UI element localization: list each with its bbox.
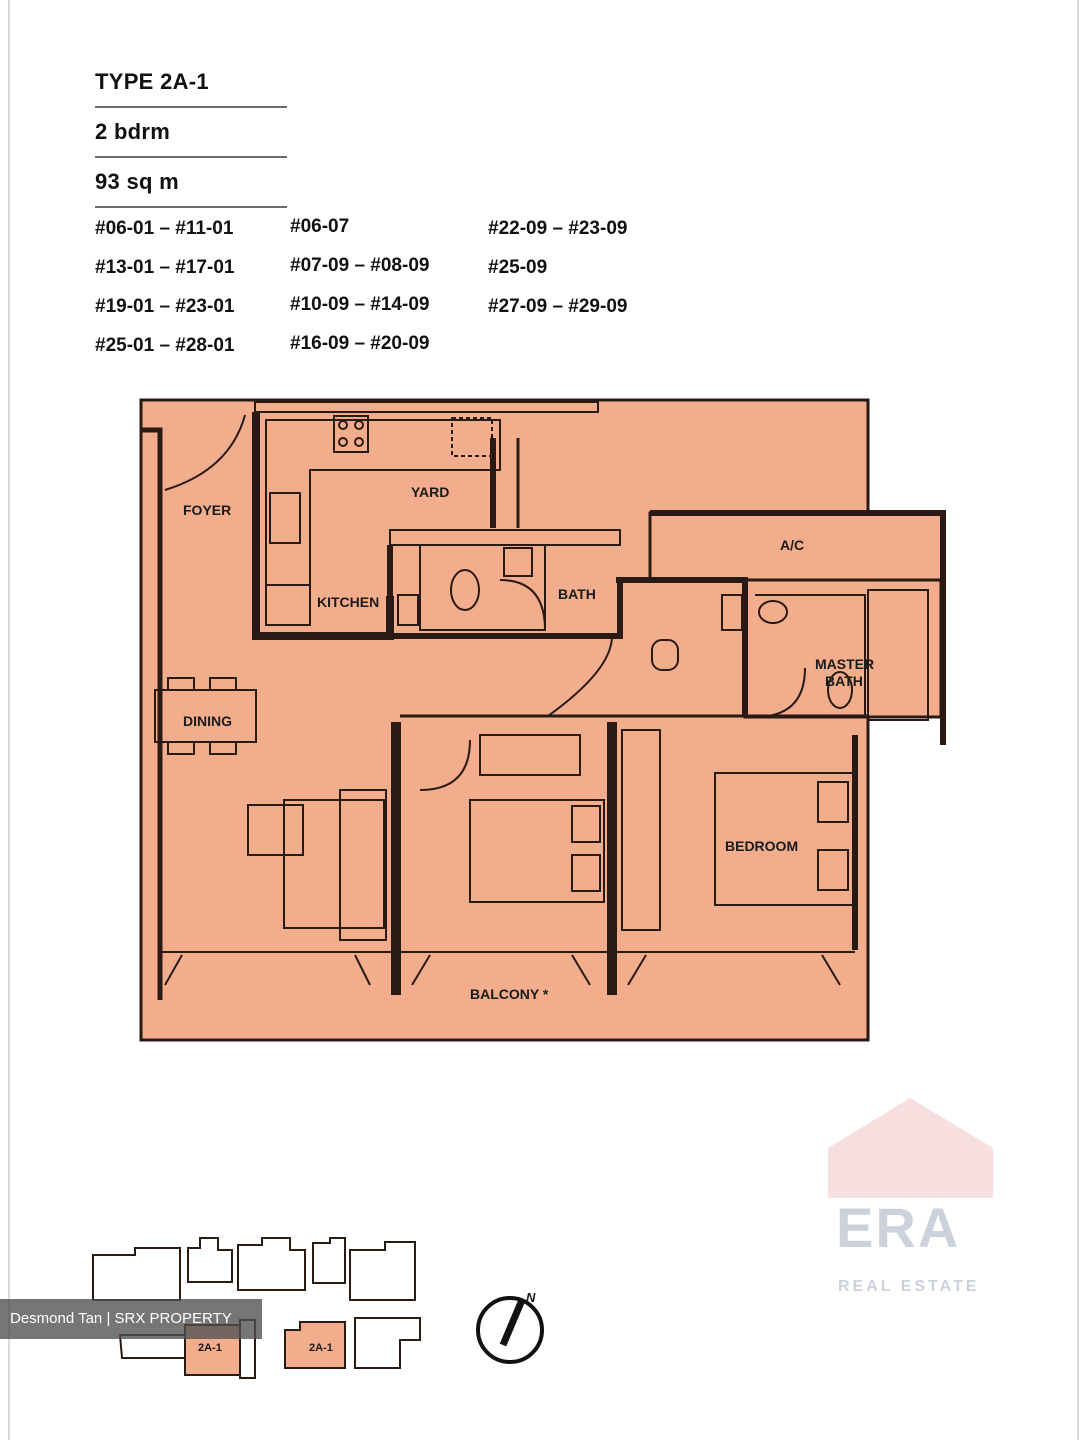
key-label-left: 2A-1 [198, 1342, 222, 1354]
unit-number: #10-09 – #14-09 [290, 294, 430, 315]
room-label-ac: A/C [780, 537, 805, 553]
key-block [350, 1242, 415, 1300]
unit-number: #25-01 – #28-01 [95, 335, 235, 356]
room-label-kitchen: KITCHEN [317, 594, 380, 610]
room-label-master-bath-line2: BATH [825, 673, 863, 689]
room-label-master-bedroom: BEDROOM [725, 838, 799, 854]
unit-type: TYPE 2A-1 [95, 58, 287, 108]
unit-number: #27-09 – #29-09 [488, 296, 628, 317]
era-logo-icon [828, 1098, 993, 1203]
unit-number: #06-01 – #11-01 [95, 218, 234, 239]
unit-number: #19-01 – #23-01 [95, 296, 235, 317]
watermark-brand: ERA [836, 1196, 961, 1259]
unit-area: 93 sq m [95, 158, 287, 208]
room-label-bath: BATH [558, 586, 596, 602]
unit-number: #07-09 – #08-09 [290, 255, 430, 276]
room-label-dining: DINING [183, 713, 232, 729]
key-block [313, 1238, 345, 1283]
room-label-balcony: BALCONY * [470, 986, 549, 1002]
credit-banner: Desmond Tan | SRX PROPERTY [0, 1299, 262, 1339]
key-block [355, 1318, 420, 1368]
unit-number: #13-01 – #17-01 [95, 257, 235, 278]
unit-number: #25-09 [488, 257, 548, 278]
key-label-right: 2A-1 [309, 1342, 333, 1354]
key-block [93, 1248, 180, 1300]
unit-bedrooms: 2 bdrm [95, 108, 287, 158]
unit-number: #06-07 [290, 216, 350, 237]
north-label: N [526, 1290, 536, 1305]
key-block [188, 1238, 232, 1282]
north-arrow-icon [478, 1290, 542, 1362]
unit-number: #22-09 – #23-09 [488, 218, 628, 239]
room-label-foyer: FOYER [183, 502, 232, 518]
key-block [238, 1238, 305, 1290]
room-label-master-bath-line1: MASTER [815, 656, 875, 672]
watermark-subtitle: REAL ESTATE [838, 1278, 980, 1295]
room-label-yard: YARD [411, 484, 450, 500]
unit-number: #16-09 – #20-09 [290, 333, 430, 354]
